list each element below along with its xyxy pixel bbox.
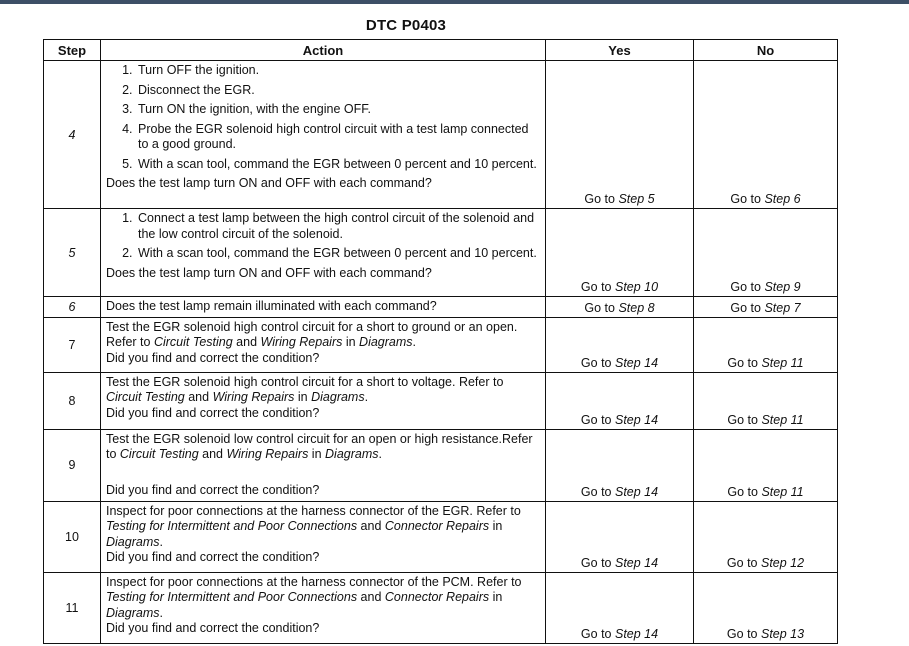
reference: Circuit Testing — [106, 390, 185, 404]
yes-result: Go to Step 14 — [546, 317, 694, 372]
list-item: 1. Turn OFF the ignition. — [136, 63, 541, 79]
action-text: Inspect for poor connections at the harness connector of the PCM. Refer to Testing for Intermittent and Poor Connections and Connector Repairs in Diagrams. — [106, 574, 522, 620]
step-number: 10 — [44, 501, 101, 572]
no-result: Go to Step 11 — [694, 372, 838, 429]
step-ref: Step 8 — [618, 300, 655, 315]
step-ref: Step 6 — [764, 192, 801, 206]
no-result: Go to Step 13 — [694, 572, 838, 643]
action-cell — [101, 572, 546, 643]
yes-result: Go to Step 14 — [546, 501, 694, 572]
question: Did you find and correct the condition? — [106, 550, 320, 564]
question: Does the test lamp turn ON and OFF with each command? — [106, 176, 432, 190]
list-item: 1. Connect a test lamp between the high control circuit of the solenoid and the low control circuit of the solenoid. — [136, 211, 541, 242]
table-row — [44, 297, 838, 318]
action-cell — [101, 372, 546, 429]
table-row — [44, 572, 838, 643]
table-row — [44, 372, 838, 429]
step-ref: Step 10 — [614, 280, 659, 294]
step-ref: Step 11 — [761, 412, 804, 427]
no-result: Go to Step 11 — [694, 317, 838, 372]
step-ref: Step 14 — [614, 555, 659, 570]
top-border — [0, 0, 909, 4]
header-step: Step — [44, 40, 101, 61]
question: Did you find and correct the condition? — [106, 350, 320, 365]
reference: Diagrams — [311, 390, 365, 404]
action-cell — [101, 501, 546, 572]
step-ref: Step 7 — [764, 300, 801, 315]
step-number: 7 — [44, 317, 101, 372]
step-number: 9 — [44, 429, 101, 501]
step-ref: Step 11 — [761, 355, 804, 370]
action-text: Test the EGR solenoid low control circuit for an open or high resistance.Refer to Circuit Testing and Wiring Repairs in Diagrams. — [106, 431, 533, 461]
action-list — [106, 63, 541, 172]
diagnostic-table — [43, 39, 838, 644]
reference: Diagrams — [106, 534, 160, 549]
header-yes: Yes — [546, 40, 694, 61]
question: Does the test lamp remain illuminated with each command? — [106, 299, 437, 313]
table-row — [44, 317, 838, 372]
table-row — [44, 61, 838, 209]
step-ref: Step 11 — [761, 484, 804, 499]
list-item: 2. Disconnect the EGR. — [136, 83, 541, 99]
action-cell — [101, 61, 546, 209]
header-no: No — [694, 40, 838, 61]
step-ref: Step 14 — [614, 355, 659, 370]
step-ref: Step 14 — [614, 626, 659, 641]
step-number: 6 — [44, 297, 101, 318]
action-cell — [101, 317, 546, 372]
action-cell — [101, 297, 546, 318]
question: Did you find and correct the condition? — [106, 483, 320, 497]
table-header-row — [44, 40, 838, 61]
yes-result: Go to Step 8 — [546, 297, 694, 318]
reference: Testing for Intermittent and Poor Connections — [106, 519, 358, 533]
reference: Wiring Repairs — [212, 390, 295, 404]
no-result: Go to Step 7 — [694, 297, 838, 318]
table-row — [44, 501, 838, 572]
no-result: Go to Step 11 — [694, 429, 838, 501]
table-row — [44, 429, 838, 501]
reference: Diagrams — [325, 447, 379, 461]
step-ref: Step 12 — [760, 555, 805, 570]
action-cell — [101, 209, 546, 297]
action-text: Test the EGR solenoid high control circuit for a short to voltage. Refer to Circuit Testing and Wiring Repairs in Diagrams. — [106, 374, 504, 404]
step-number: 5 — [44, 209, 101, 297]
yes-result: Go to Step 14 — [546, 429, 694, 501]
no-result: Go to Step 6 — [694, 61, 838, 209]
reference: Wiring Repairs — [260, 335, 343, 349]
question: Did you find and correct the condition? — [106, 405, 320, 420]
step-ref: Step 13 — [760, 626, 805, 641]
yes-result: Go to Step 10 — [546, 209, 694, 297]
reference: Diagrams — [359, 335, 413, 349]
reference: Wiring Repairs — [226, 447, 309, 461]
action-text: Test the EGR solenoid high control circuit for a short to ground or an open. Refer to Circuit Testing and Wiring Repairs in Diagrams. — [106, 319, 518, 349]
action-cell — [101, 429, 546, 501]
yes-result: Go to Step 14 — [546, 372, 694, 429]
step-ref: Step 5 — [618, 192, 655, 206]
question: Did you find and correct the condition? — [106, 621, 320, 635]
reference: Connector Repairs — [384, 590, 490, 604]
reference: Circuit Testing — [119, 447, 199, 461]
yes-result: Go to Step 14 — [546, 572, 694, 643]
no-result: Go to Step 9 — [694, 209, 838, 297]
reference: Circuit Testing — [153, 335, 233, 349]
yes-result: Go to Step 5 — [546, 61, 694, 209]
step-ref: Step 14 — [614, 484, 659, 499]
list-item: 3. Turn ON the ignition, with the engine OFF. — [136, 102, 541, 118]
list-item: 2. With a scan tool, command the EGR between 0 percent and 10 percent. — [136, 246, 541, 262]
reference: Connector Repairs — [384, 519, 490, 533]
step-number: 4 — [44, 61, 101, 209]
page-title: DTC P0403 — [365, 17, 447, 34]
list-item: 4. Probe the EGR solenoid high control circuit with a test lamp connected to a good ground. — [136, 122, 541, 153]
action-text: Inspect for poor connections at the harness connector of the EGR. Refer to Testing for Intermittent and Poor Connections and Connector Repairs in Diagrams. — [106, 503, 521, 549]
step-number: 11 — [44, 572, 101, 643]
step-number: 8 — [44, 372, 101, 429]
question: Does the test lamp turn ON and OFF with each command? — [106, 265, 432, 280]
step-ref: Step 9 — [764, 280, 801, 294]
reference: Testing for Intermittent and Poor Connections — [106, 590, 358, 604]
step-ref: Step 14 — [614, 412, 659, 427]
header-action: Action — [101, 40, 546, 61]
action-list — [106, 211, 541, 262]
list-item: 5. With a scan tool, command the EGR between 0 percent and 10 percent. — [136, 157, 541, 173]
table-row — [44, 209, 838, 297]
reference: Diagrams — [106, 605, 160, 620]
no-result: Go to Step 12 — [694, 501, 838, 572]
